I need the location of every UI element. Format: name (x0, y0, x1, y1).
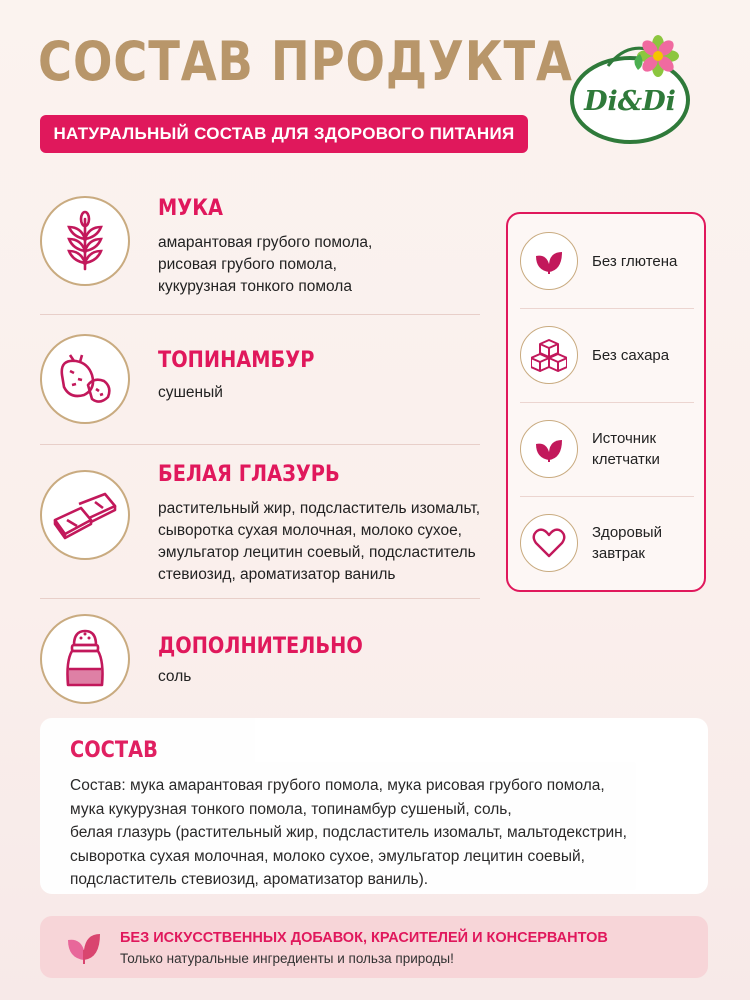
divider (40, 444, 480, 445)
page-title: СОСТАВ ПРОДУКТА (38, 30, 573, 93)
footer-banner (40, 916, 708, 978)
leaf-icon (520, 232, 578, 290)
benefit-item (520, 508, 700, 578)
logo-graphic (568, 30, 718, 148)
ingredient-desc: амарантовая грубого помола, рисовая грубого помола, кукурузная тонкого помола (158, 234, 373, 295)
divider (40, 314, 480, 315)
ingredient-desc: растительный жир, подсластитель изомальт, сыворотка сухая молочная, молоко сухое, эмульгатор лецитин соевый, подсластитель стевиозид, ароматизатор ваниль (158, 500, 481, 583)
ingredient-title: БЕЛАЯ ГЛАЗУРЬ (158, 462, 340, 487)
benefit-label: Источник клетчатки (592, 430, 660, 468)
ingredient-white-glaze (40, 462, 480, 582)
composition-heading: СОСТАВ (70, 738, 158, 763)
ingredient-desc: соль (158, 668, 192, 685)
composition-text: Состав: мука амарантовая грубого помола, мука рисовая грубого помола, мука кукурузная тонкого помола, топинамбур сушеный, соль, белая глазурь (растительный жир, подсластитель изомальт, мальтодекстрин, сыворотка сухая молочная, молоко сухое, эмульгатор лецитин соевый, подсластитель стевиозид, ароматизатор ваниль). (70, 777, 627, 888)
benefit-label: Здоровый завтрак (592, 524, 662, 562)
footer-headline: БЕЗ ИСКУССТВЕННЫХ ДОБАВОК, КРАСИТЕЛЕЙ И КОНСЕРВАНТОВ (120, 930, 608, 946)
divider (520, 402, 694, 403)
ingredient-additional (40, 614, 480, 714)
brand-logo (568, 30, 718, 148)
benefit-item (520, 320, 700, 390)
heart-icon (520, 514, 578, 572)
chocolate-icon (40, 470, 130, 560)
leaf-icon (520, 420, 578, 478)
logo-text: Di&Di (584, 86, 676, 117)
ingredient-title: МУКА (158, 196, 224, 221)
wheat-icon (40, 196, 130, 286)
topinambur-icon (40, 334, 130, 424)
benefit-item (520, 414, 700, 484)
leaf-icon (64, 926, 104, 971)
benefit-label: Без сахара (592, 346, 670, 364)
composition-card (40, 718, 708, 894)
benefit-label: Без глютена (592, 252, 678, 270)
ingredient-topinambur (40, 334, 480, 434)
benefit-item (520, 226, 700, 296)
footer-subline: Только натуральные ингредиенты и польза природы! (120, 951, 454, 966)
ingredient-title: ДОПОЛНИТЕЛЬНО (158, 634, 363, 659)
divider (520, 308, 694, 309)
salt-shaker-icon (40, 614, 130, 704)
benefits-panel (506, 212, 706, 592)
divider (520, 496, 694, 497)
divider (40, 598, 480, 599)
sugar-cubes-icon (520, 326, 578, 384)
subtitle-banner (40, 115, 528, 153)
ingredient-desc: сушеный (158, 384, 223, 401)
subtitle-text: НАТУРАЛЬНЫЙ СОСТАВ ДЛЯ ЗДОРОВОГО ПИТАНИЯ (53, 124, 515, 143)
ingredient-flour (40, 196, 480, 296)
ingredient-title: ТОПИНАМБУР (158, 348, 315, 373)
